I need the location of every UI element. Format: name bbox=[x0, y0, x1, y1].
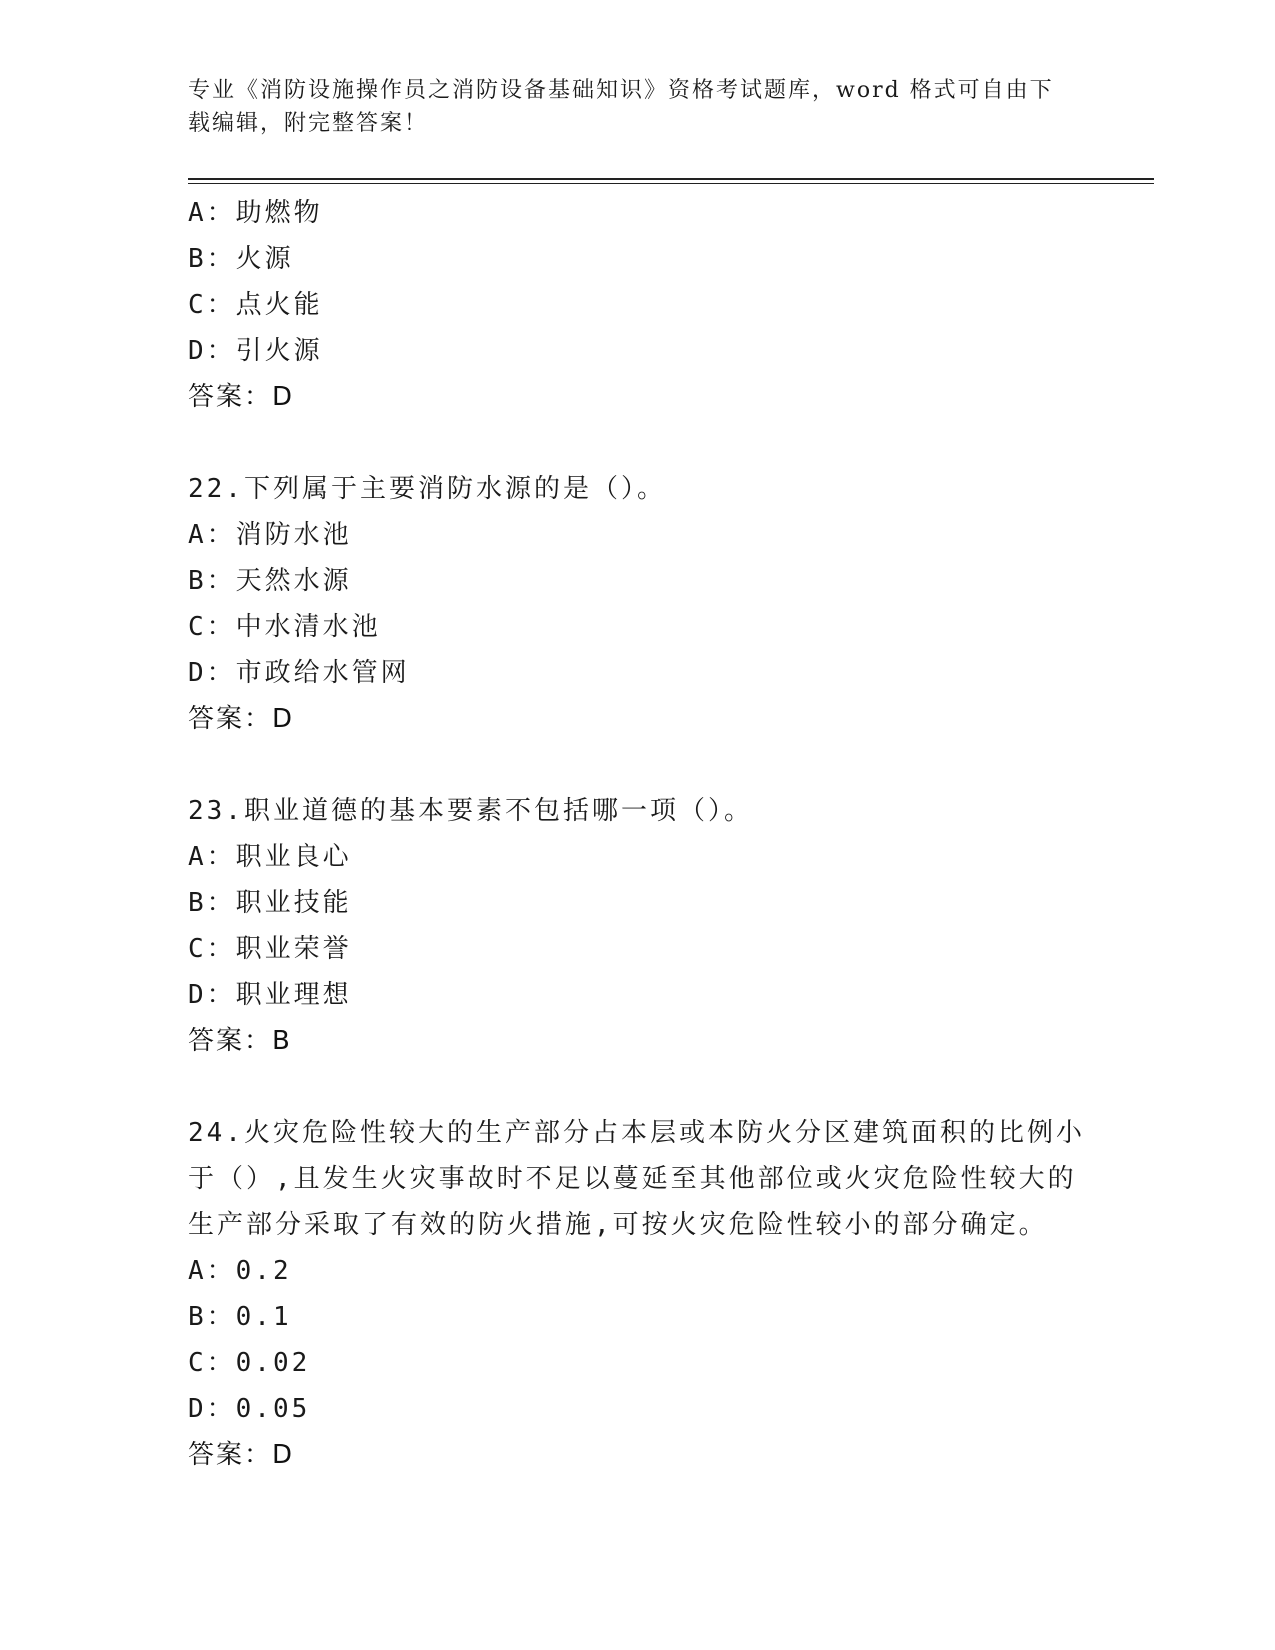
option-c: C：中水清水池 bbox=[188, 612, 381, 642]
answer-line: 答案：D bbox=[188, 382, 295, 412]
option-d: D：0.05 bbox=[188, 1394, 311, 1424]
question-text-line-3: 生产部分采取了有效的防火措施,可按火灾危险性较小的部分确定。 bbox=[188, 1210, 1048, 1240]
question-block-21 bbox=[188, 190, 1088, 420]
question-text-line-2: 于（）,且发生火灾事故时不足以蔓延至其他部位或火灾危险性较大的 bbox=[188, 1164, 1077, 1194]
option-b: B：火源 bbox=[188, 244, 294, 274]
option-b: B：职业技能 bbox=[188, 888, 352, 918]
header-line-2: 载编辑，附完整答案！ bbox=[188, 111, 429, 136]
question-text: 23.职业道德的基本要素不包括哪一项（）。 bbox=[188, 796, 753, 826]
document-header bbox=[188, 74, 1068, 140]
header-rule-thin bbox=[188, 183, 1154, 184]
answer-line: 答案：B bbox=[188, 1026, 292, 1056]
option-b: B：天然水源 bbox=[188, 566, 352, 596]
question-block-24 bbox=[188, 1110, 1088, 1478]
option-a: A：消防水池 bbox=[188, 520, 352, 550]
question-block-22 bbox=[188, 466, 1088, 742]
header-line-1: 专业《消防设施操作员之消防设备基础知识》资格考试题库，word 格式可自由下 bbox=[188, 78, 1054, 103]
question-block-23 bbox=[188, 788, 1088, 1064]
option-a: A：0.2 bbox=[188, 1256, 292, 1286]
option-b: B：0.1 bbox=[188, 1302, 292, 1332]
option-c: C：职业荣誉 bbox=[188, 934, 352, 964]
question-text: 22.下列属于主要消防水源的是（）。 bbox=[188, 474, 666, 504]
option-c: C：0.02 bbox=[188, 1348, 311, 1378]
option-c: C：点火能 bbox=[188, 290, 323, 320]
question-list bbox=[188, 190, 1088, 1478]
option-a: A：助燃物 bbox=[188, 198, 323, 228]
option-d: D：职业理想 bbox=[188, 980, 352, 1010]
option-d: D：市政给水管网 bbox=[188, 658, 410, 688]
answer-line: 答案：D bbox=[188, 704, 295, 734]
option-a: A：职业良心 bbox=[188, 842, 352, 872]
option-d: D：引火源 bbox=[188, 336, 323, 366]
header-rule-thick bbox=[188, 178, 1154, 180]
question-text-line-1: 24.火灾危险性较大的生产部分占本层或本防火分区建筑面积的比例小 bbox=[188, 1118, 1085, 1148]
answer-line: 答案：D bbox=[188, 1440, 295, 1470]
